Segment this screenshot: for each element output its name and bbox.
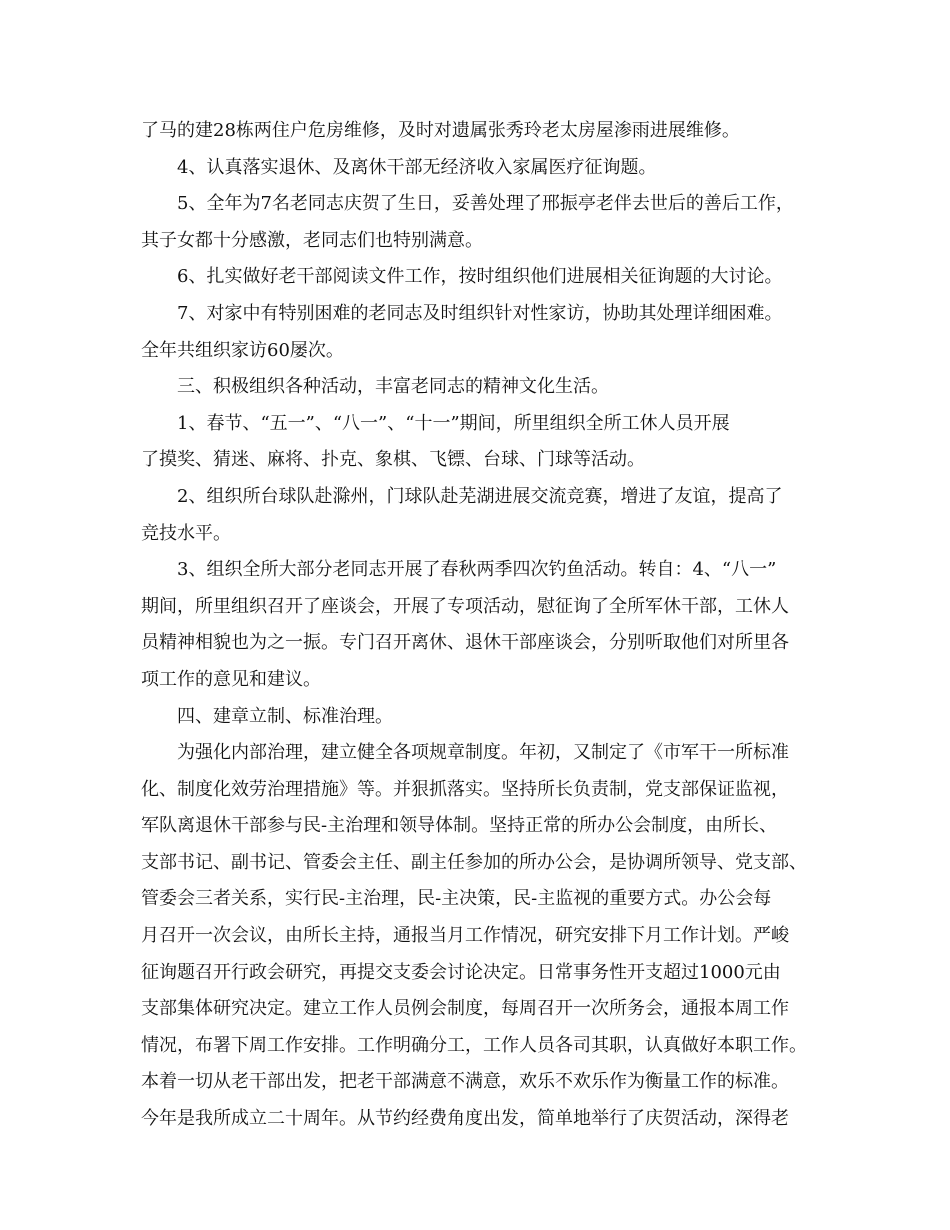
section-heading: 三、积极组织各种活动，丰富老同志的精神文化生活。 bbox=[177, 376, 609, 398]
text-line: 今年是我所成立二十周年。从节约经费角度出发，简单地举行了庆贺活动，深得老 bbox=[141, 1108, 789, 1130]
text-line: 3、组织全所大部分老同志开展了春秋两季四次钓鱼活动。转自：4、“八一” bbox=[177, 559, 777, 581]
text-line: 军队离退休干部参与民-主治理和领导体制。坚持正常的所办公会制度，由所长、 bbox=[141, 815, 778, 837]
text-line: 7、对家中有特别困难的老同志及时组织针对性家访，协助其处理详细困难。 bbox=[177, 302, 783, 324]
document-body bbox=[141, 113, 811, 1138]
text-line: 支部集体研究决定。建立工作人员例会制度，每周召开一次所务会，通报本周工作 bbox=[141, 998, 789, 1020]
text-line: 期间，所里组织召开了座谈会，开展了专项活动，慰征询了全所军休干部，工休人 bbox=[141, 595, 789, 617]
text-line: 员精神相貌也为之一振。专门召开离休、退休干部座谈会，分别听取他们对所里各 bbox=[141, 632, 789, 654]
text-line: 项工作的意见和建议。 bbox=[141, 668, 321, 690]
text-line: 征询题召开行政会研究，再提交支委会讨论决定。日常事务性开支超过1000元由 bbox=[141, 961, 781, 983]
text-line: 化、制度化效劳治理措施》等。并狠抓落实。坚持所长负责制，党支部保证监视， bbox=[141, 778, 789, 800]
text-line: 了马的建28栋两住户危房维修，及时对遗属张秀玲老太房屋渗雨进展维修。 bbox=[141, 120, 740, 141]
text-line: 管委会三者关系，实行民-主治理，民-主决策，民-主监视的重要方式。办公会每 bbox=[141, 888, 772, 910]
text-line: 月召开一次会议，由所长主持，通报当月工作情况，研究安排下月工作计划。严峻 bbox=[141, 925, 789, 947]
text-line: 竞技水平。 bbox=[141, 522, 231, 544]
text-line: 为强化内部治理，建立健全各项规章制度。年初，又制定了《市军干一所标准 bbox=[177, 742, 789, 764]
text-line: 情况，布署下周工作安排。工作明确分工，工作人员各司其职，认真做好本职工作。 bbox=[141, 1034, 807, 1056]
text-line: 2、组织所台球队赴滁州，门球队赴芜湖进展交流竞赛，增进了友谊，提高了 bbox=[177, 485, 783, 507]
text-line: 支部书记、副书记、管委会主任、副主任参加的所办公会，是协调所领导、党支部、 bbox=[141, 851, 807, 873]
text-line: 其子女都十分感激，老同志们也特别满意。 bbox=[141, 229, 483, 251]
text-line: 5、全年为7名老同志庆贺了生日，妥善处理了邢振亭老伴去世后的善后工作， bbox=[177, 193, 794, 215]
text-line: 了摸奖、猜迷、麻将、扑克、象棋、飞镖、台球、门球等活动。 bbox=[141, 449, 645, 471]
text-line: 6、扎实做好老干部阅读文件工作，按时组织他们进展相关征询题的大讨论。 bbox=[177, 266, 783, 288]
text-line: 全年共组织家访60屡次。 bbox=[141, 339, 344, 361]
text-line: 4、认真落实退休、及离休干部无经济收入家属医疗征询题。 bbox=[177, 156, 657, 178]
text-line: 本着一切从老干部出发，把老干部满意不满意，欢乐不欢乐作为衡量工作的标准。 bbox=[141, 1071, 789, 1093]
text-line: 1、春节、“五一”、“八一”、“十一”期间，所里组织全所工休人员开展 bbox=[177, 412, 730, 434]
section-heading: 四、建章立制、标准治理。 bbox=[177, 705, 393, 727]
